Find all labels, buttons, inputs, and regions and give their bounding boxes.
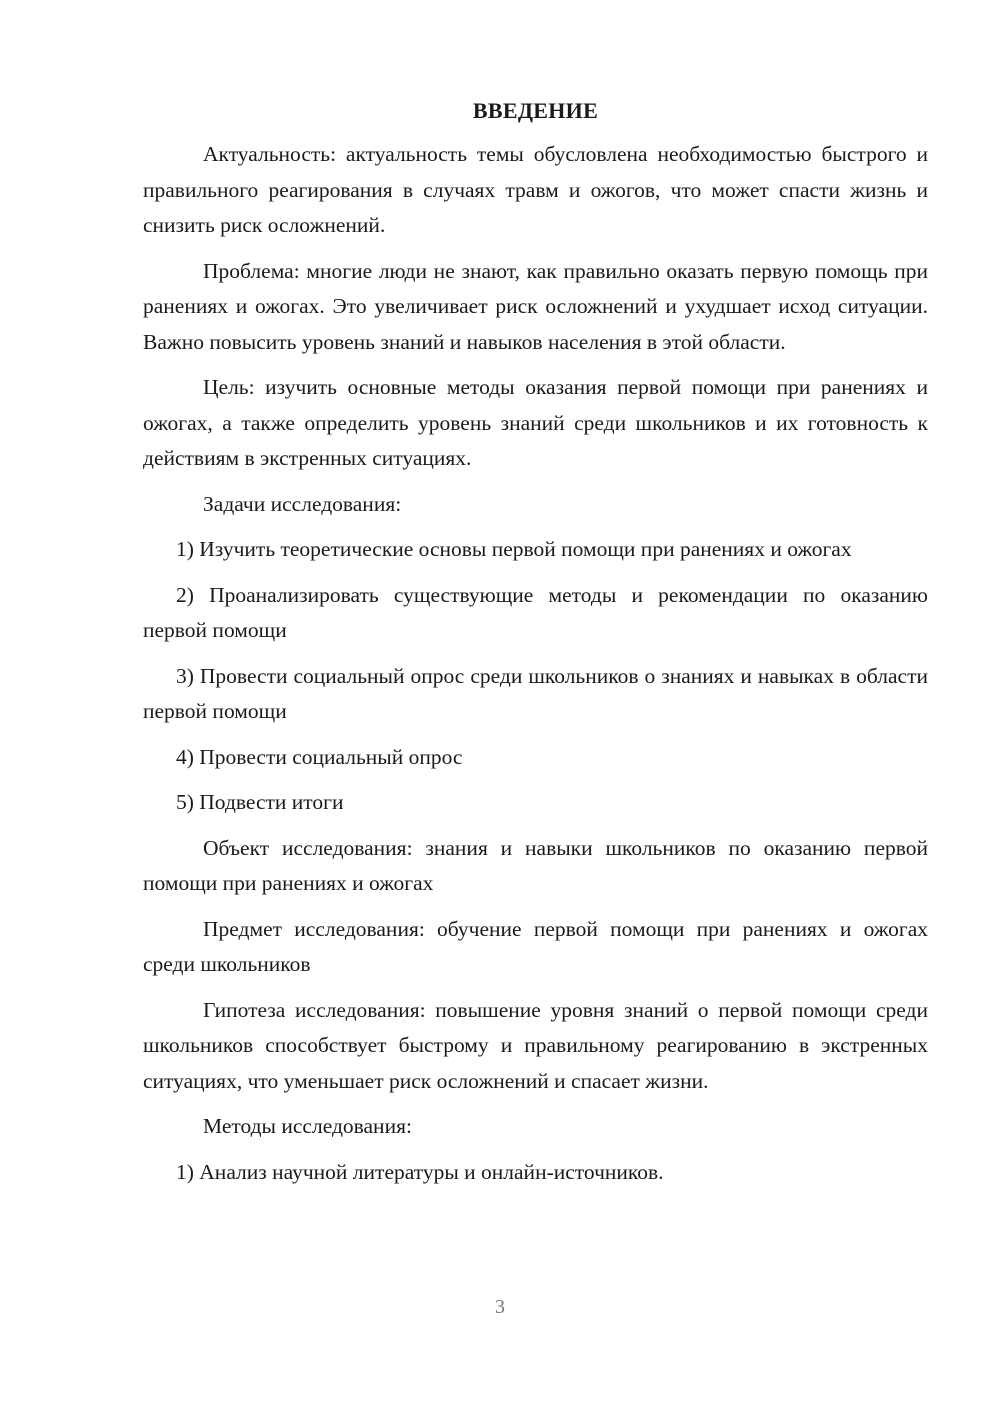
relevance-paragraph: Актуальность: актуальность темы обусловлена необходимостью быстрого и правильного реагирования в случаях травм и ожогов, что может спасти жизнь и снизить риск осложнений. (143, 142, 928, 237)
methods-heading: Методы исследования: (203, 1114, 412, 1138)
document-page (143, 95, 928, 1200)
subject-paragraph: Предмет исследования: обучение первой помощи при ранениях и ожогах среди школьников (143, 916, 928, 976)
problem-paragraph: Проблема: многие люди не знают, как правильно оказать первую помощь при ранениях и ожогах. Это увеличивает риск осложнений и ухудшает исход ситуации. Важно повысить уровень знаний и навыков населения в этой области. (143, 258, 928, 354)
task-item: 1) Изучить теоретические основы первой помощи при ранениях и ожогах (176, 537, 852, 561)
tasks-heading: Задачи исследования: (203, 491, 402, 516)
task-item: 5) Подвести итоги (176, 790, 344, 814)
method-item: 1) Анализ научной литературы и онлайн-источников. (176, 1159, 664, 1184)
page-number: 3 (495, 1296, 505, 1318)
hypothesis-paragraph: Гипотеза исследования: повышение уровня знаний о первой помощи среди школьников способствует быстрому и правильному реагированию в экстренных ситуациях, что уменьшает риск осложнений и спасает жизни. (143, 997, 928, 1093)
task-item: 4) Провести социальный опрос (176, 744, 463, 769)
object-paragraph: Объект исследования: знания и навыки школьников по оказанию первой помощи при ранениях и ожогах (143, 835, 928, 895)
goal-paragraph: Цель: изучить основные методы оказания первой помощи при ранениях и ожогах, а также определить уровень знаний среди школьников и их готовность к действиям в экстренных ситуациях. (143, 375, 928, 470)
task-item: 3) Провести социальный опрос среди школьников о знаниях и навыках в области первой помощи (143, 663, 928, 723)
task-item: 2) Проанализировать существующие методы и рекомендации по оказанию первой помощи (143, 582, 928, 642)
section-title: ВВЕДЕНИЕ (472, 98, 599, 123)
